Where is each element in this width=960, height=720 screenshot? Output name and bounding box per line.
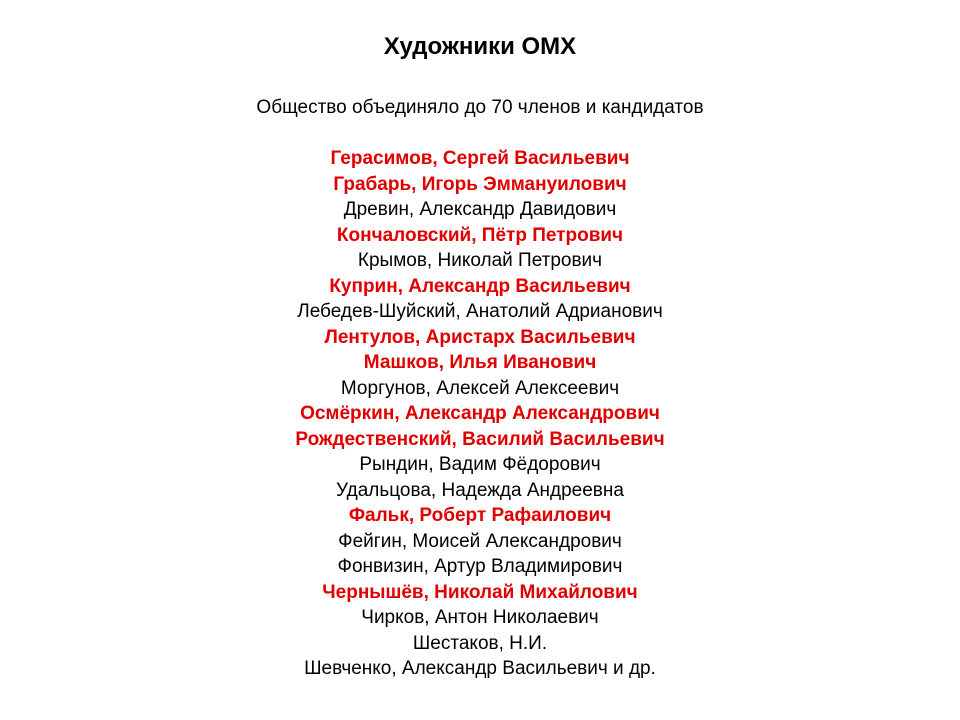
member-name: Фейгин, Моисей Александрович [338,530,622,552]
member-name: Рождественский, Василий Васильевич [295,428,665,450]
member-name: Машков, Илья Иванович [363,352,597,373]
member-name: Фонвизин, Артур Владимирович [337,556,623,577]
member-name: Кончаловский, Пётр Петрович [336,224,624,246]
member-name: Шевченко, Александр Васильевич и др. [304,658,656,679]
member-name: Фальк, Роберт Рафаилович [348,505,612,526]
member-name: Крымов, Николай Петрович [357,250,603,271]
member-name: Осмёркин, Александр Александрович [300,403,660,424]
member-name: Куприн, Александр Васильевич [329,275,631,297]
member-name: Шестаков, Н.И. [412,632,548,654]
member-name: Герасимов, Сергей Васильевич [330,148,630,169]
member-name: Грабарь, Игорь Эммануилович [333,173,627,195]
member-name: Лебедев-Шуйский, Анатолий Адрианович [297,301,663,322]
member-name: Лентулов, Аристарх Васильевич [324,326,636,348]
member-name: Моргунов, Алексей Алексеевич [340,377,620,399]
member-name: Древин, Александр Давидович [343,199,617,220]
slide-subtitle: Общество объединяло до 70 членов и кандидатов [256,97,704,118]
members-list [0,146,960,682]
member-name: Чирков, Антон Николаевич [361,607,599,628]
member-name: Рындин, Вадим Фёдорович [359,454,601,475]
member-name: Чернышёв, Николай Михайлович [322,581,638,603]
slide-title: Художники ОМХ [383,33,577,60]
member-name: Удальцова, Надежда Андреевна [336,479,624,501]
